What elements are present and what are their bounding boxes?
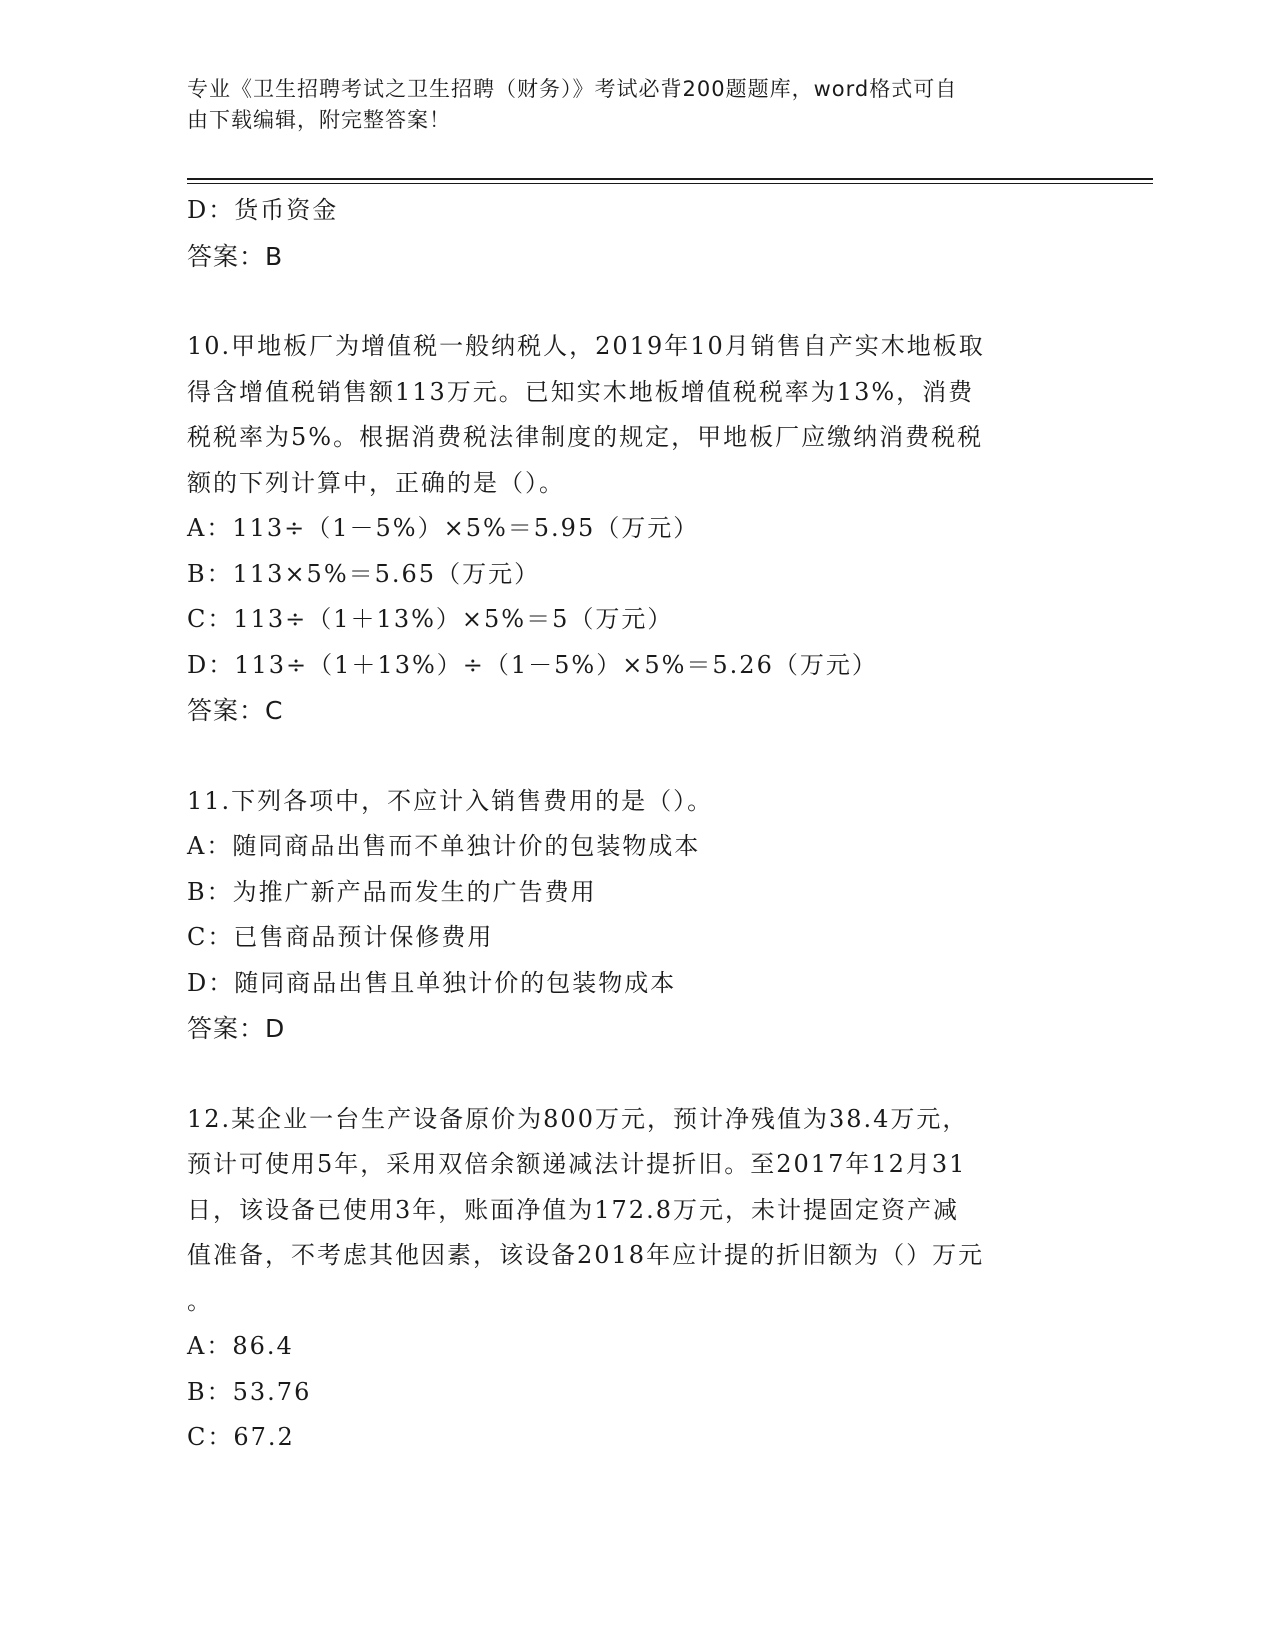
- option-b: B：53.76: [187, 1377, 312, 1406]
- option-a: A：随同商品出售而不单独计价的包装物成本: [187, 832, 701, 860]
- question-stem-line: 10.甲地板厂为增值税一般纳税人，2019年10月销售自产实木地板取: [187, 332, 985, 360]
- question-stem-line: 额的下列计算中，正确的是（）。: [187, 468, 565, 497]
- spacer: [187, 734, 1087, 779]
- option-a: A：113÷（1－5%）×5%＝5.95（万元）: [187, 514, 700, 542]
- question-stem-line: 税税率为5%。根据消费税法律制度的规定，甲地板厂应缴纳消费税税: [187, 423, 984, 451]
- question-stem-line: 。: [187, 1286, 213, 1315]
- option-c: C：67.2: [187, 1423, 295, 1451]
- option-d: D：113÷（1＋13%）÷（1－5%）×5%＝5.26（万元）: [187, 650, 878, 679]
- option-d: D：随同商品出售且单独计价的包装物成本: [187, 968, 677, 997]
- option-b: B：113×5%＝5.65（万元）: [187, 559, 541, 588]
- question-12: [187, 1097, 1087, 1461]
- question-11: [187, 779, 1087, 1052]
- option-b: B：为推广新产品而发生的广告费用: [187, 877, 597, 906]
- option-a: A：86.4: [187, 1332, 294, 1360]
- question-10: [187, 324, 1087, 734]
- option-c: C：113÷（1＋13%）×5%＝5（万元）: [187, 605, 674, 633]
- prev-question-tail: [187, 188, 1087, 279]
- answer: 答案：D: [187, 1014, 286, 1043]
- question-stem-line: 得含增值税销售额113万元。已知实木地板增值税税率为13%，消费: [187, 377, 975, 406]
- header-rule-thin: [187, 183, 1153, 184]
- question-stem-line: 预计可使用5年，采用双倍余额递减法计提折旧。至2017年12月31: [187, 1150, 967, 1178]
- question-stem-line: 值准备，不考虑其他因素，该设备2018年应计提的折旧额为（）万元: [187, 1241, 985, 1269]
- question-stem-line: 11.下列各项中，不应计入销售费用的是（）。: [187, 786, 714, 815]
- spacer: [187, 1052, 1087, 1097]
- question-stem-line: 日，该设备已使用3年，账面净值为172.8万元，未计提固定资产减: [187, 1195, 959, 1224]
- header-line-2: 由下载编辑，附完整答案！: [187, 108, 451, 132]
- spacer: [187, 279, 1087, 324]
- answer: 答案：C: [187, 696, 284, 725]
- question-stem-line: 12.某企业一台生产设备原价为800万元，预计净残值为38.4万元，: [187, 1104, 969, 1133]
- option-d: D：货币资金: [187, 196, 339, 224]
- header-line-1: 专业《卫生招聘考试之卫生招聘（财务）》考试必背200题题库，word格式可自: [187, 77, 958, 101]
- question-content: [187, 188, 1087, 1461]
- page-header: [187, 74, 1067, 136]
- answer: 答案：B: [187, 241, 284, 271]
- header-rule-thick: [187, 178, 1153, 180]
- option-c: C：已售商品预计保修费用: [187, 923, 494, 951]
